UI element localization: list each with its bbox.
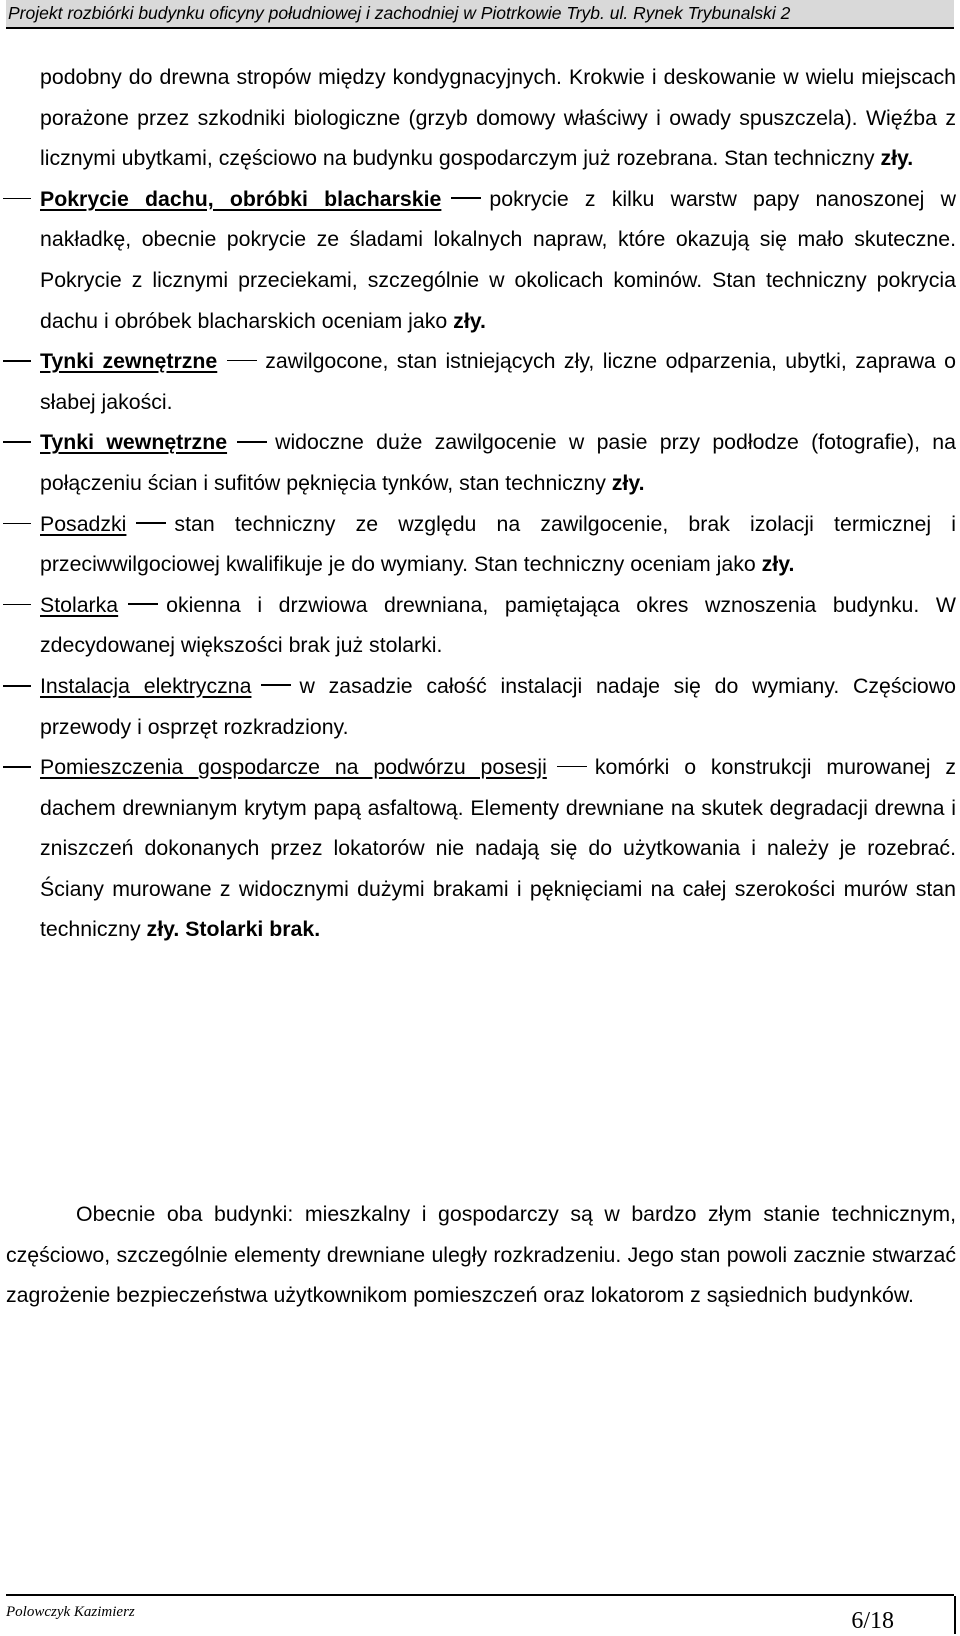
dash-separator-icon [557, 766, 587, 768]
dash-bullet-icon [3, 441, 31, 443]
list-item [40, 179, 956, 341]
list-item [40, 504, 956, 585]
item-term: Pokrycie dachu, obróbki blacharskie [40, 186, 442, 211]
item-text: pokrycie z kilku warstw papy nanoszonej w nakładkę, obecnie pokrycie ze śladami lokalnych napraw, które okazują się mało skuteczne. Pokrycie z licznymi przeciekami, szczególnie w okolicach kominów. Stan techniczny pokrycia dachu i obróbek blacharskich oceniam jako [40, 186, 956, 333]
list-item [40, 341, 956, 422]
item-text: w zasadzie całość instalacji nadaje się do wymiany. Częściowo przewody i osprzęt rozkradziony. [40, 673, 956, 739]
item-verdict: zły. Stolarki brak. [146, 917, 321, 942]
footer-divider [954, 1596, 956, 1634]
dash-separator-icon [237, 441, 267, 443]
page-number: 6/18 [851, 1608, 894, 1634]
running-header [6, 0, 954, 29]
item-term: Pomieszczenia gospodarcze na podwórzu posesji [40, 755, 547, 780]
continuation-verdict: zły. [880, 146, 914, 171]
item-text: stan techniczny ze względu na zawilgocenie, brak izolacji termicznej i przeciwwilgociowej kwalifikuje je do wymiany. Stan techniczny oceniam jako [40, 511, 956, 577]
condition-list [40, 179, 956, 950]
conclusion-paragraph: Obecnie oba budynki: mieszkalny i gospodarczy są w bardzo złym stanie technicznym, częściowo, szczególnie elementy drewniane uległy rozkradzeniu. Jego stan powoli zacznie stwarzać zagrożenie bezpieczeństwa użytkownikom pomieszczeń oraz lokatorom z sąsiednich budynków. [6, 1202, 956, 1308]
dash-bullet-icon [3, 685, 31, 687]
item-verdict: zły. [761, 552, 795, 577]
item-term: Tynki wewnętrzne [40, 430, 228, 455]
dash-separator-icon [261, 684, 291, 686]
item-term: Stolarka [40, 592, 119, 617]
item-text: zawilgocone, stan istniejących zły, liczne odparzenia, ubytki, zaprawa o słabej jakości. [40, 349, 956, 414]
continuation-text: podobny do drewna stropów między kondygnacyjnych. Krokwie i deskowanie w wielu miejscach porażone przez szkodniki biologiczne (grzyb domowy właściwy i owady spuszczela). Więźba z licznymi ubytkami, częściowo na budynku gospodarczym już rozebrana. Stan techniczny [40, 65, 956, 171]
footer-author: Polowczyk Kazimierz [6, 1604, 135, 1620]
running-header-text: Projekt rozbiórki budynku oficyny południowej i zachodniej w Piotrkowie Tryb. ul. Rynek Trybunalski 2 [8, 3, 791, 23]
dash-separator-icon [128, 603, 158, 605]
dash-separator-icon [136, 522, 166, 524]
list-item [40, 747, 956, 950]
list-item [40, 666, 956, 747]
dash-bullet-icon [3, 198, 31, 200]
dash-separator-icon [451, 197, 481, 199]
dash-bullet-icon [3, 523, 31, 525]
item-text: widoczne duże zawilgocenie w pasie przy podłodze (fotografie), na połączeniu ścian i sufitów pęknięcia tynków, stan techniczny [40, 430, 956, 495]
item-text: komórki o konstrukcji murowanej z dachem drewnianym krytym papą asfaltową. Elementy drewniane na skutek degradacji drewna i zniszczeń dokonanych przez lokatorów nie nadają się do użytkowania i należy je rozebrać. Ściany murowane z widocznymi dużymi brakami i pęknięciami na całej szerokości murów stan techniczny [40, 755, 956, 942]
document-body [40, 57, 956, 950]
dash-separator-icon [227, 360, 257, 362]
page-footer [6, 1594, 954, 1634]
list-item [40, 585, 956, 666]
item-term: Instalacja elektryczna [40, 673, 252, 698]
continuation-paragraph [40, 57, 956, 179]
dash-bullet-icon [3, 360, 31, 362]
item-term: Posadzki [40, 511, 127, 536]
item-term: Tynki zewnętrzne [40, 349, 218, 374]
dash-bullet-icon [3, 766, 31, 768]
item-verdict: zły. [611, 470, 645, 495]
list-item [40, 422, 956, 503]
dash-bullet-icon [3, 604, 31, 606]
item-text: okienna i drzwiowa drewniana, pamiętająca okres wznoszenia budynku. W zdecydowanej większości brak już stolarki. [40, 592, 956, 658]
item-verdict: zły. [453, 308, 486, 333]
